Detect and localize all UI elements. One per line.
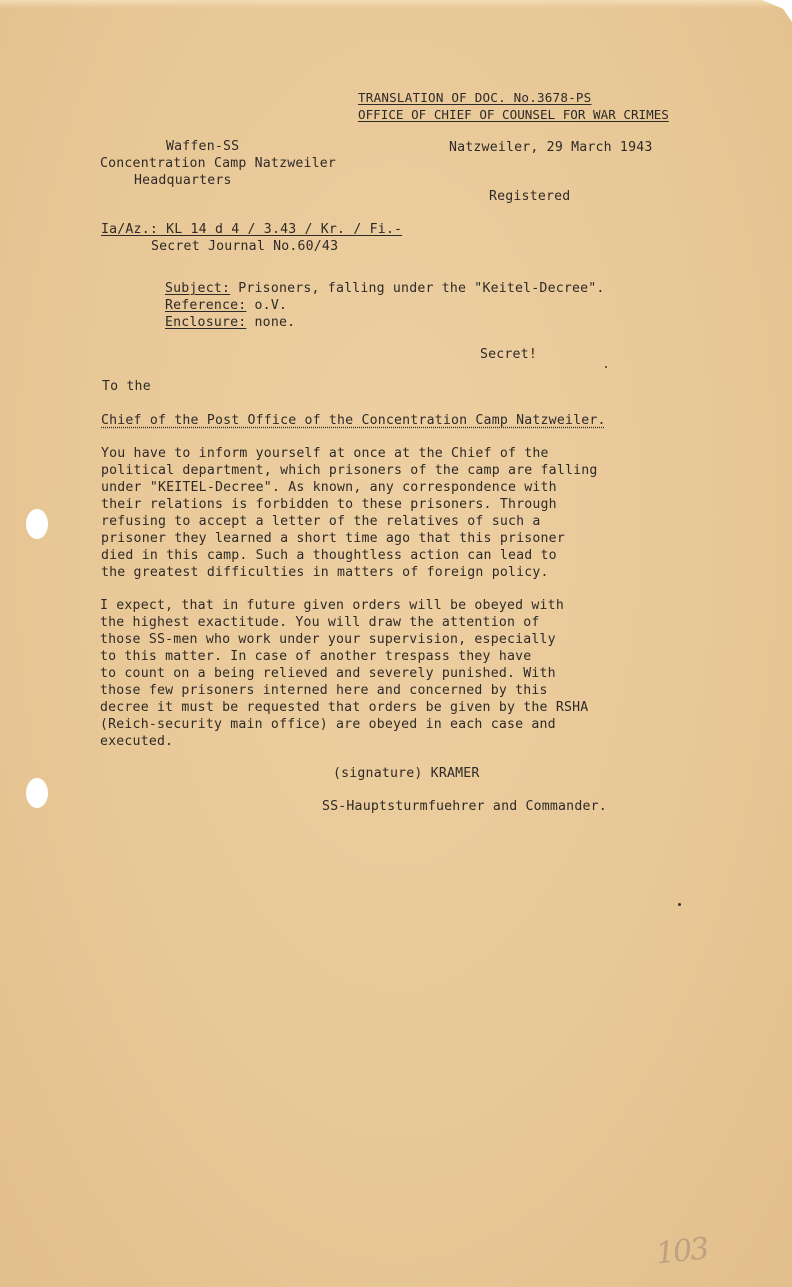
para2-line: (Reich-security main office) are obeyed in each case and	[100, 717, 556, 732]
para2-line: to this matter. In case of another trespass they have	[100, 649, 532, 664]
para2-line: I expect, that in future given orders will be obeyed with	[100, 598, 564, 613]
para2-line: executed.	[100, 734, 174, 749]
to-line: To the	[102, 379, 151, 394]
sender-unit: Headquarters	[134, 173, 232, 188]
office-header: OFFICE OF CHIEF OF COUNSEL FOR WAR CRIMES	[358, 107, 669, 122]
classification: Secret!	[480, 347, 537, 362]
sender-org: Waffen-SS	[166, 139, 240, 154]
para1-line: refusing to accept a letter of the relatives of such a	[101, 514, 541, 529]
para2-line: decree it must be requested that orders be given by the RSHA	[100, 700, 589, 715]
subject-line	[165, 281, 605, 298]
ink-speck	[605, 366, 607, 368]
page-number: 103	[654, 1231, 709, 1272]
reference-label: Reference:	[165, 298, 247, 313]
para2-line: those few prisoners interned here and concerned by this	[100, 683, 548, 698]
para1-line: prisoner they learned a short time ago that this prisoner	[101, 531, 565, 546]
sender-camp: Concentration Camp Natzweiler	[100, 156, 337, 171]
reference-value: o.V.	[254, 298, 288, 313]
paper-edge	[0, 0, 792, 8]
punch-hole	[26, 778, 48, 808]
signature: (signature) KRAMER	[333, 766, 480, 781]
ink-speck	[678, 903, 681, 906]
secret-journal: Secret Journal No.60/43	[151, 239, 339, 254]
recipient: Chief of the Post Office of the Concentration Camp Natzweiler.	[101, 413, 606, 428]
subject-label: Subject:	[165, 281, 231, 296]
punch-hole	[26, 509, 48, 539]
para2-line: to count on a being relieved and severely punished. With	[100, 666, 556, 681]
registered-stamp: Registered	[489, 189, 571, 204]
para1-line: You have to inform yourself at once at the Chief of the	[101, 446, 549, 461]
subject-value: Prisoners, falling under the "Keitel-Decree".	[238, 281, 605, 296]
enclosure-value: none.	[254, 315, 296, 330]
reference-line	[165, 298, 287, 315]
para1-line: died in this camp. Such a thoughtless action can lead to	[101, 548, 557, 563]
para1-line: under "KEITEL-Decree". As known, any correspondence with	[101, 480, 557, 495]
para1-line: their relations is forbidden to these prisoners. Through	[101, 497, 557, 512]
para2-line: those SS-men who work under your supervision, especially	[100, 632, 556, 647]
file-reference: Ia/Az.: KL 14 d 4 / 3.43 / Kr. / Fi.-	[101, 222, 403, 237]
para2-line: the highest exactitude. You will draw the attention of	[100, 615, 540, 630]
para1-line: the greatest difficulties in matters of foreign policy.	[101, 565, 549, 580]
enclosure-label: Enclosure:	[165, 315, 247, 330]
translation-reference: TRANSLATION OF DOC. No.3678-PS	[358, 90, 592, 105]
signer-title: SS-Hauptsturmfuehrer and Commander.	[322, 799, 607, 814]
para1-line: political department, which prisoners of the camp are falling	[101, 463, 598, 478]
place-date: Natzweiler, 29 March 1943	[449, 140, 653, 155]
enclosure-line	[165, 315, 295, 332]
